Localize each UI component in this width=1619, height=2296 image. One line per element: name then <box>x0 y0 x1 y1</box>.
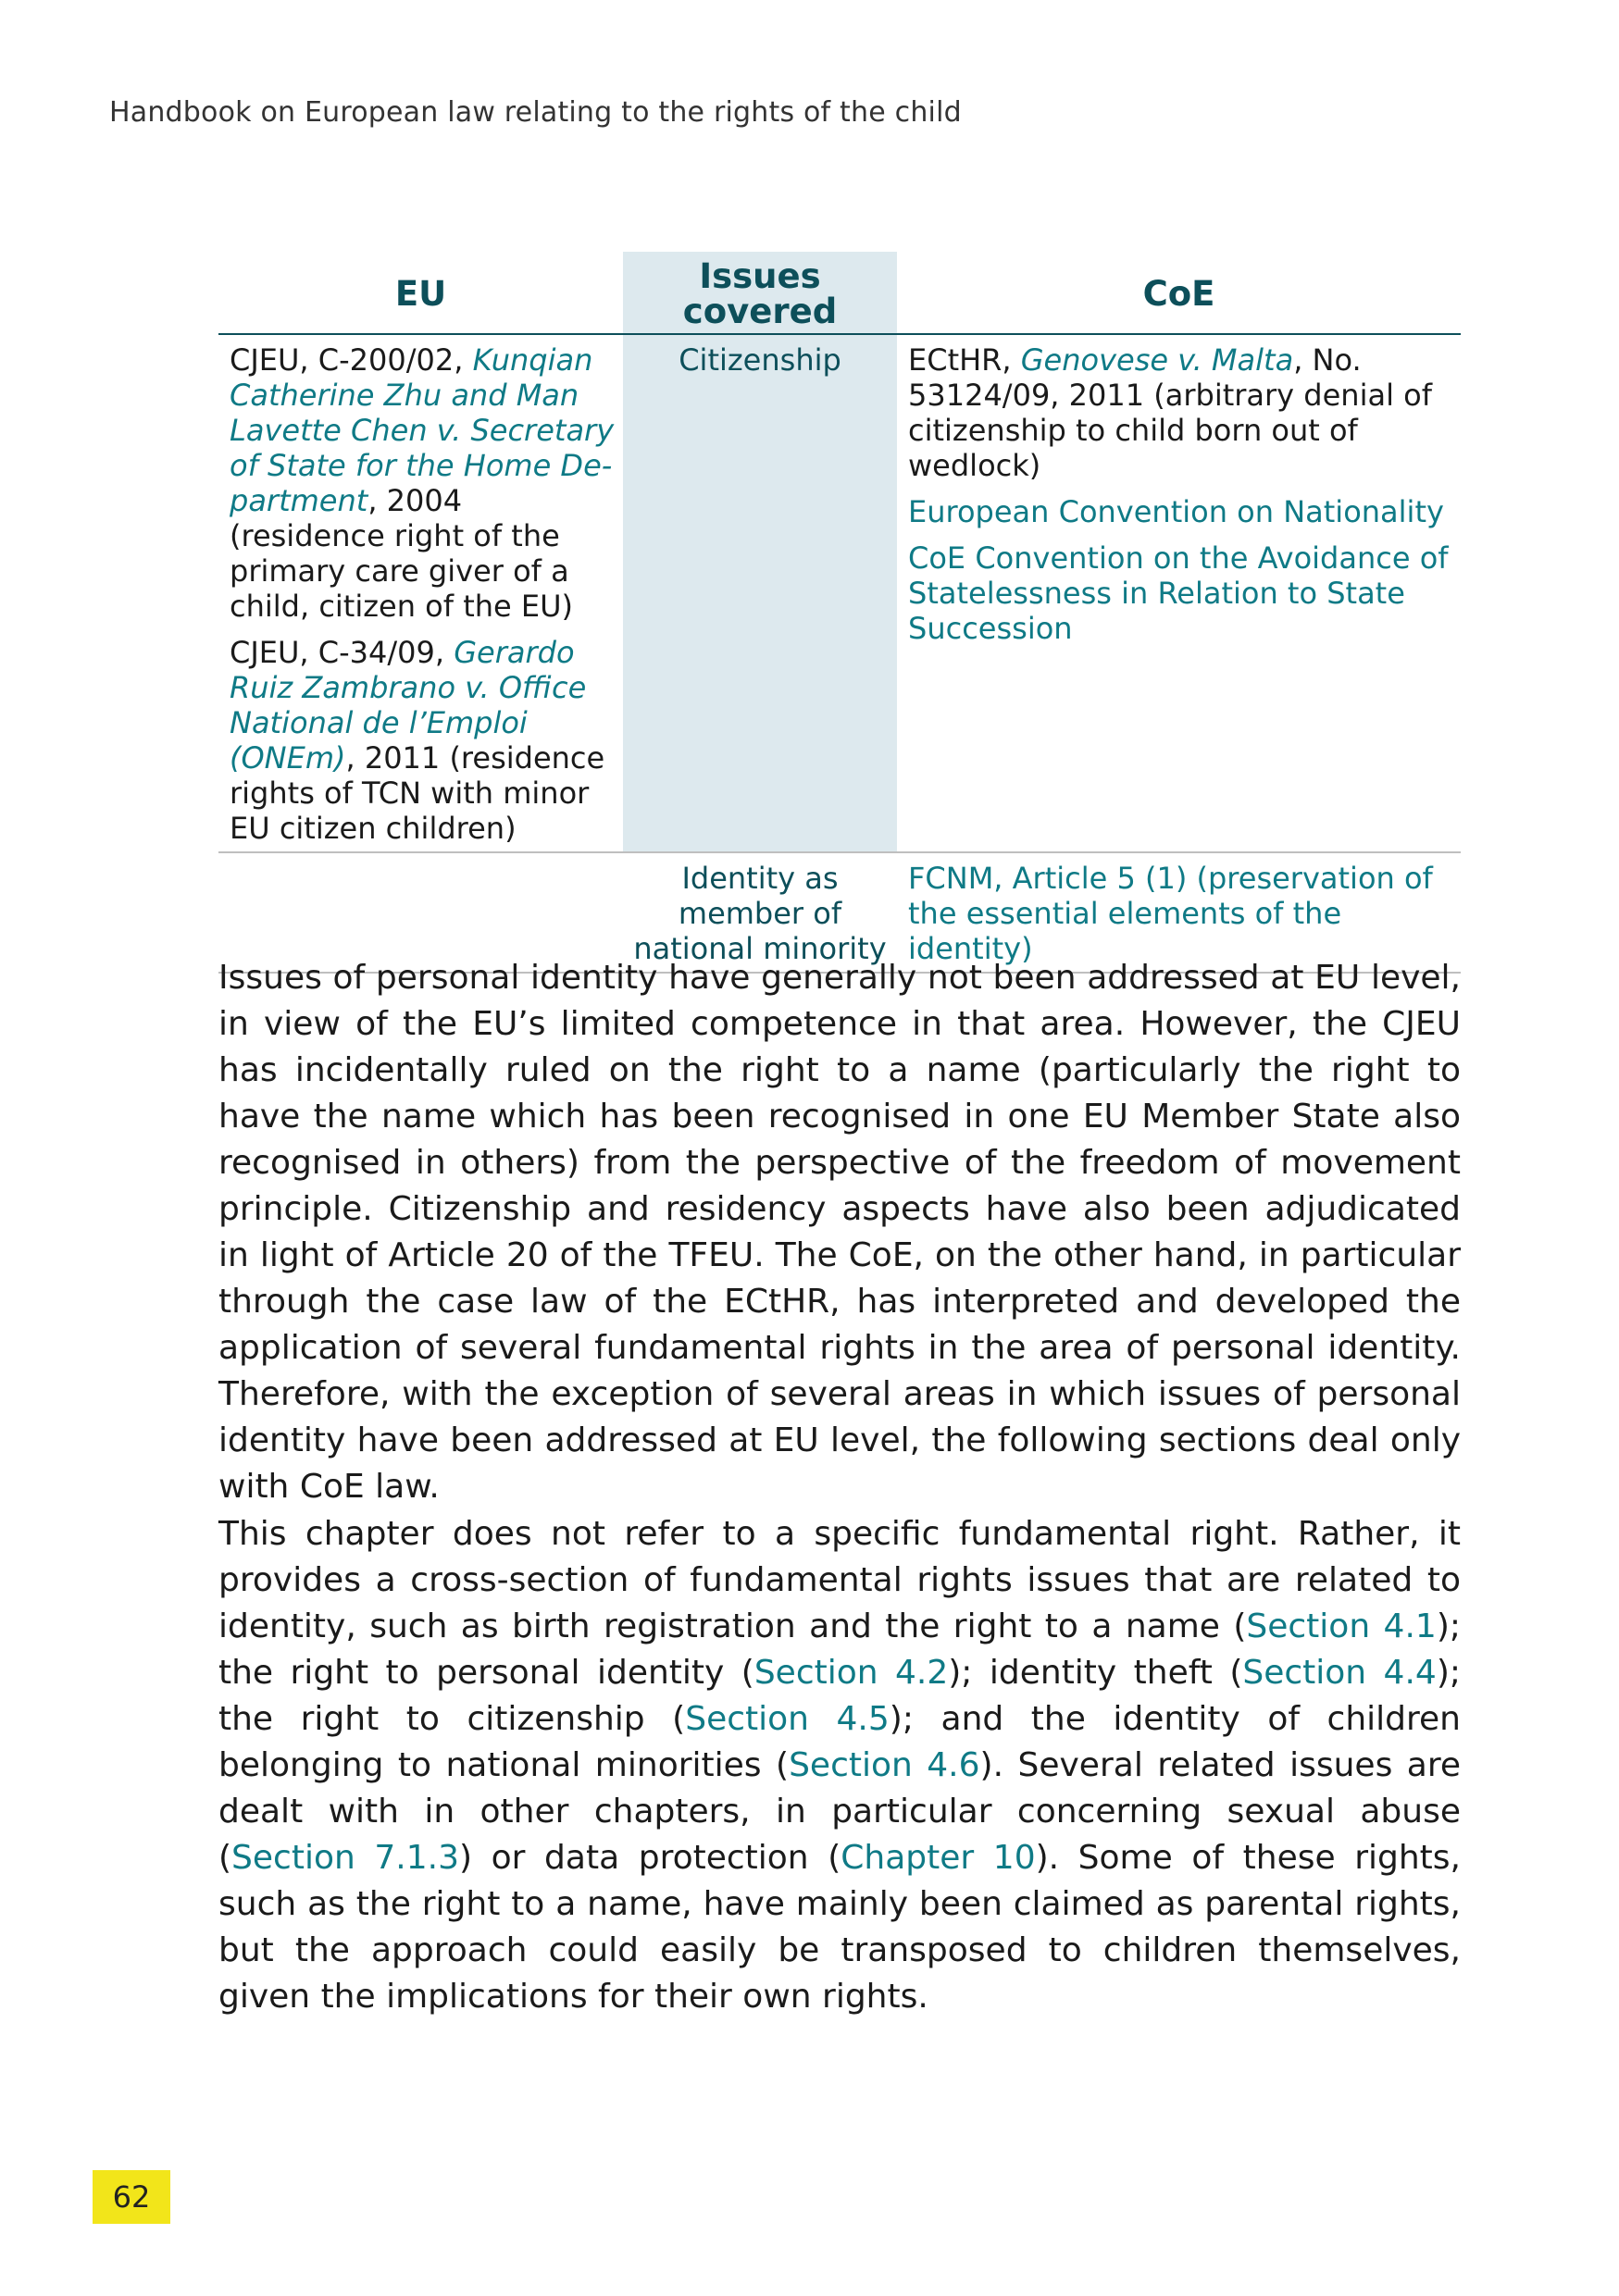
section-link[interactable]: Section 4.2 <box>753 1654 949 1692</box>
coe-case-entry: ECtHR, Genovese v. Malta, No. 53124/09, 2011 (arbitrary denial of citizenship to child born out of wedlock) <box>908 342 1432 483</box>
eu-case-entry: CJEU, C-200/02, Kunqian Catherine Zhu and Man Lavette Chen v. Secretary of State for the Home Department, 2004 (residence right of the primary care giver of a child, citizen of the EU) <box>230 342 615 624</box>
table-row <box>218 334 1461 852</box>
header-issues-covered: Issues covered <box>623 252 897 334</box>
case-name: Gerardo Ruiz Zambrano v. Office National de l’Emploi (ONEm) <box>230 635 587 776</box>
running-header: Handbook on European law relating to the rights of the child <box>109 96 962 129</box>
page-number: 62 <box>93 2170 170 2224</box>
header-coe: CoE <box>897 252 1461 334</box>
section-link[interactable]: Section 4.1 <box>1246 1607 1437 1645</box>
header-eu: EU <box>218 252 623 334</box>
section-link[interactable]: Section 7.1.3 <box>231 1839 459 1877</box>
chapter-link[interactable]: Chapter 10 <box>841 1839 1036 1877</box>
issue-cell: Citizenship <box>623 334 897 852</box>
case-name: Kunqian Catherine Zhu and Man Lavette Chen v. Secretary of State for the Home Department <box>230 342 615 518</box>
comparison-table <box>218 252 1461 974</box>
eu-cell <box>218 334 623 852</box>
coe-instrument-entry: CoE Convention on the Avoidance of Statelessness in Relation to State Succession <box>908 540 1449 646</box>
case-name: Genovese v. Malta <box>1020 342 1294 378</box>
section-link[interactable]: Section 4.6 <box>789 1746 980 1784</box>
section-link[interactable]: Section 4.5 <box>685 1700 890 1738</box>
table-header-row <box>218 252 1461 334</box>
section-link[interactable]: Section 4.4 <box>1242 1654 1437 1692</box>
issue-cell: Identity as member of national minority <box>623 852 897 973</box>
coe-instrument-entry: European Convention on Nationality <box>908 494 1444 529</box>
body-paragraph: This chapter does not refer to a specific fundamental right. Rather, it provides a cross-section of fundamental rights issues that are related to identity, such as birth registration and the right to a name (Section 4.1); the right to personal identity (Section 4.2); identity theft (Section 4.4); the right to citizenship (Section 4.5); and the identity of children belonging to national minorities (Section 4.6). Several related issues are dealt with in other chapters, in particular concerning sexual abuse (Section 7.1.3) or data protection (Chapter 10). Some of these rights, such as the right to a name, have mainly been claimed as parental rights, but the approach could easily be transposed to children themselves, given the implications for their own rights. <box>218 1515 1462 2016</box>
body-paragraph: Issues of personal identity have generally not been addressed at EU level, in view of the EU’s limited competence in that area. However, the CJEU has incidentally ruled on the right to a name (particularly the right to have the name which has been recognised in one EU Member State also recognised in others) from the perspective of the freedom of movement principle. Citizenship and residency aspects have also been adjudicated in light of Article 20 of the TFEU. The CoE, on the other hand, in particular through the case law of the ECtHR, has interpreted and developed the application of several fundamental rights in the area of personal identity. Therefore, with the exception of several areas in which issues of personal identity have been addressed at EU level, the following sections deal only with CoE law. <box>218 959 1461 1506</box>
coe-cell: FCNM, Article 5 (1) (preservation of the essential elements of the identity) <box>897 852 1461 973</box>
eu-case-entry: CJEU, C-34/09, Gerardo Ruiz Zambrano v. Office National de l’Emploi (ONEm), 2011 (residence rights of TCN with minor EU citizen children) <box>230 635 605 846</box>
coe-cell <box>897 334 1461 852</box>
